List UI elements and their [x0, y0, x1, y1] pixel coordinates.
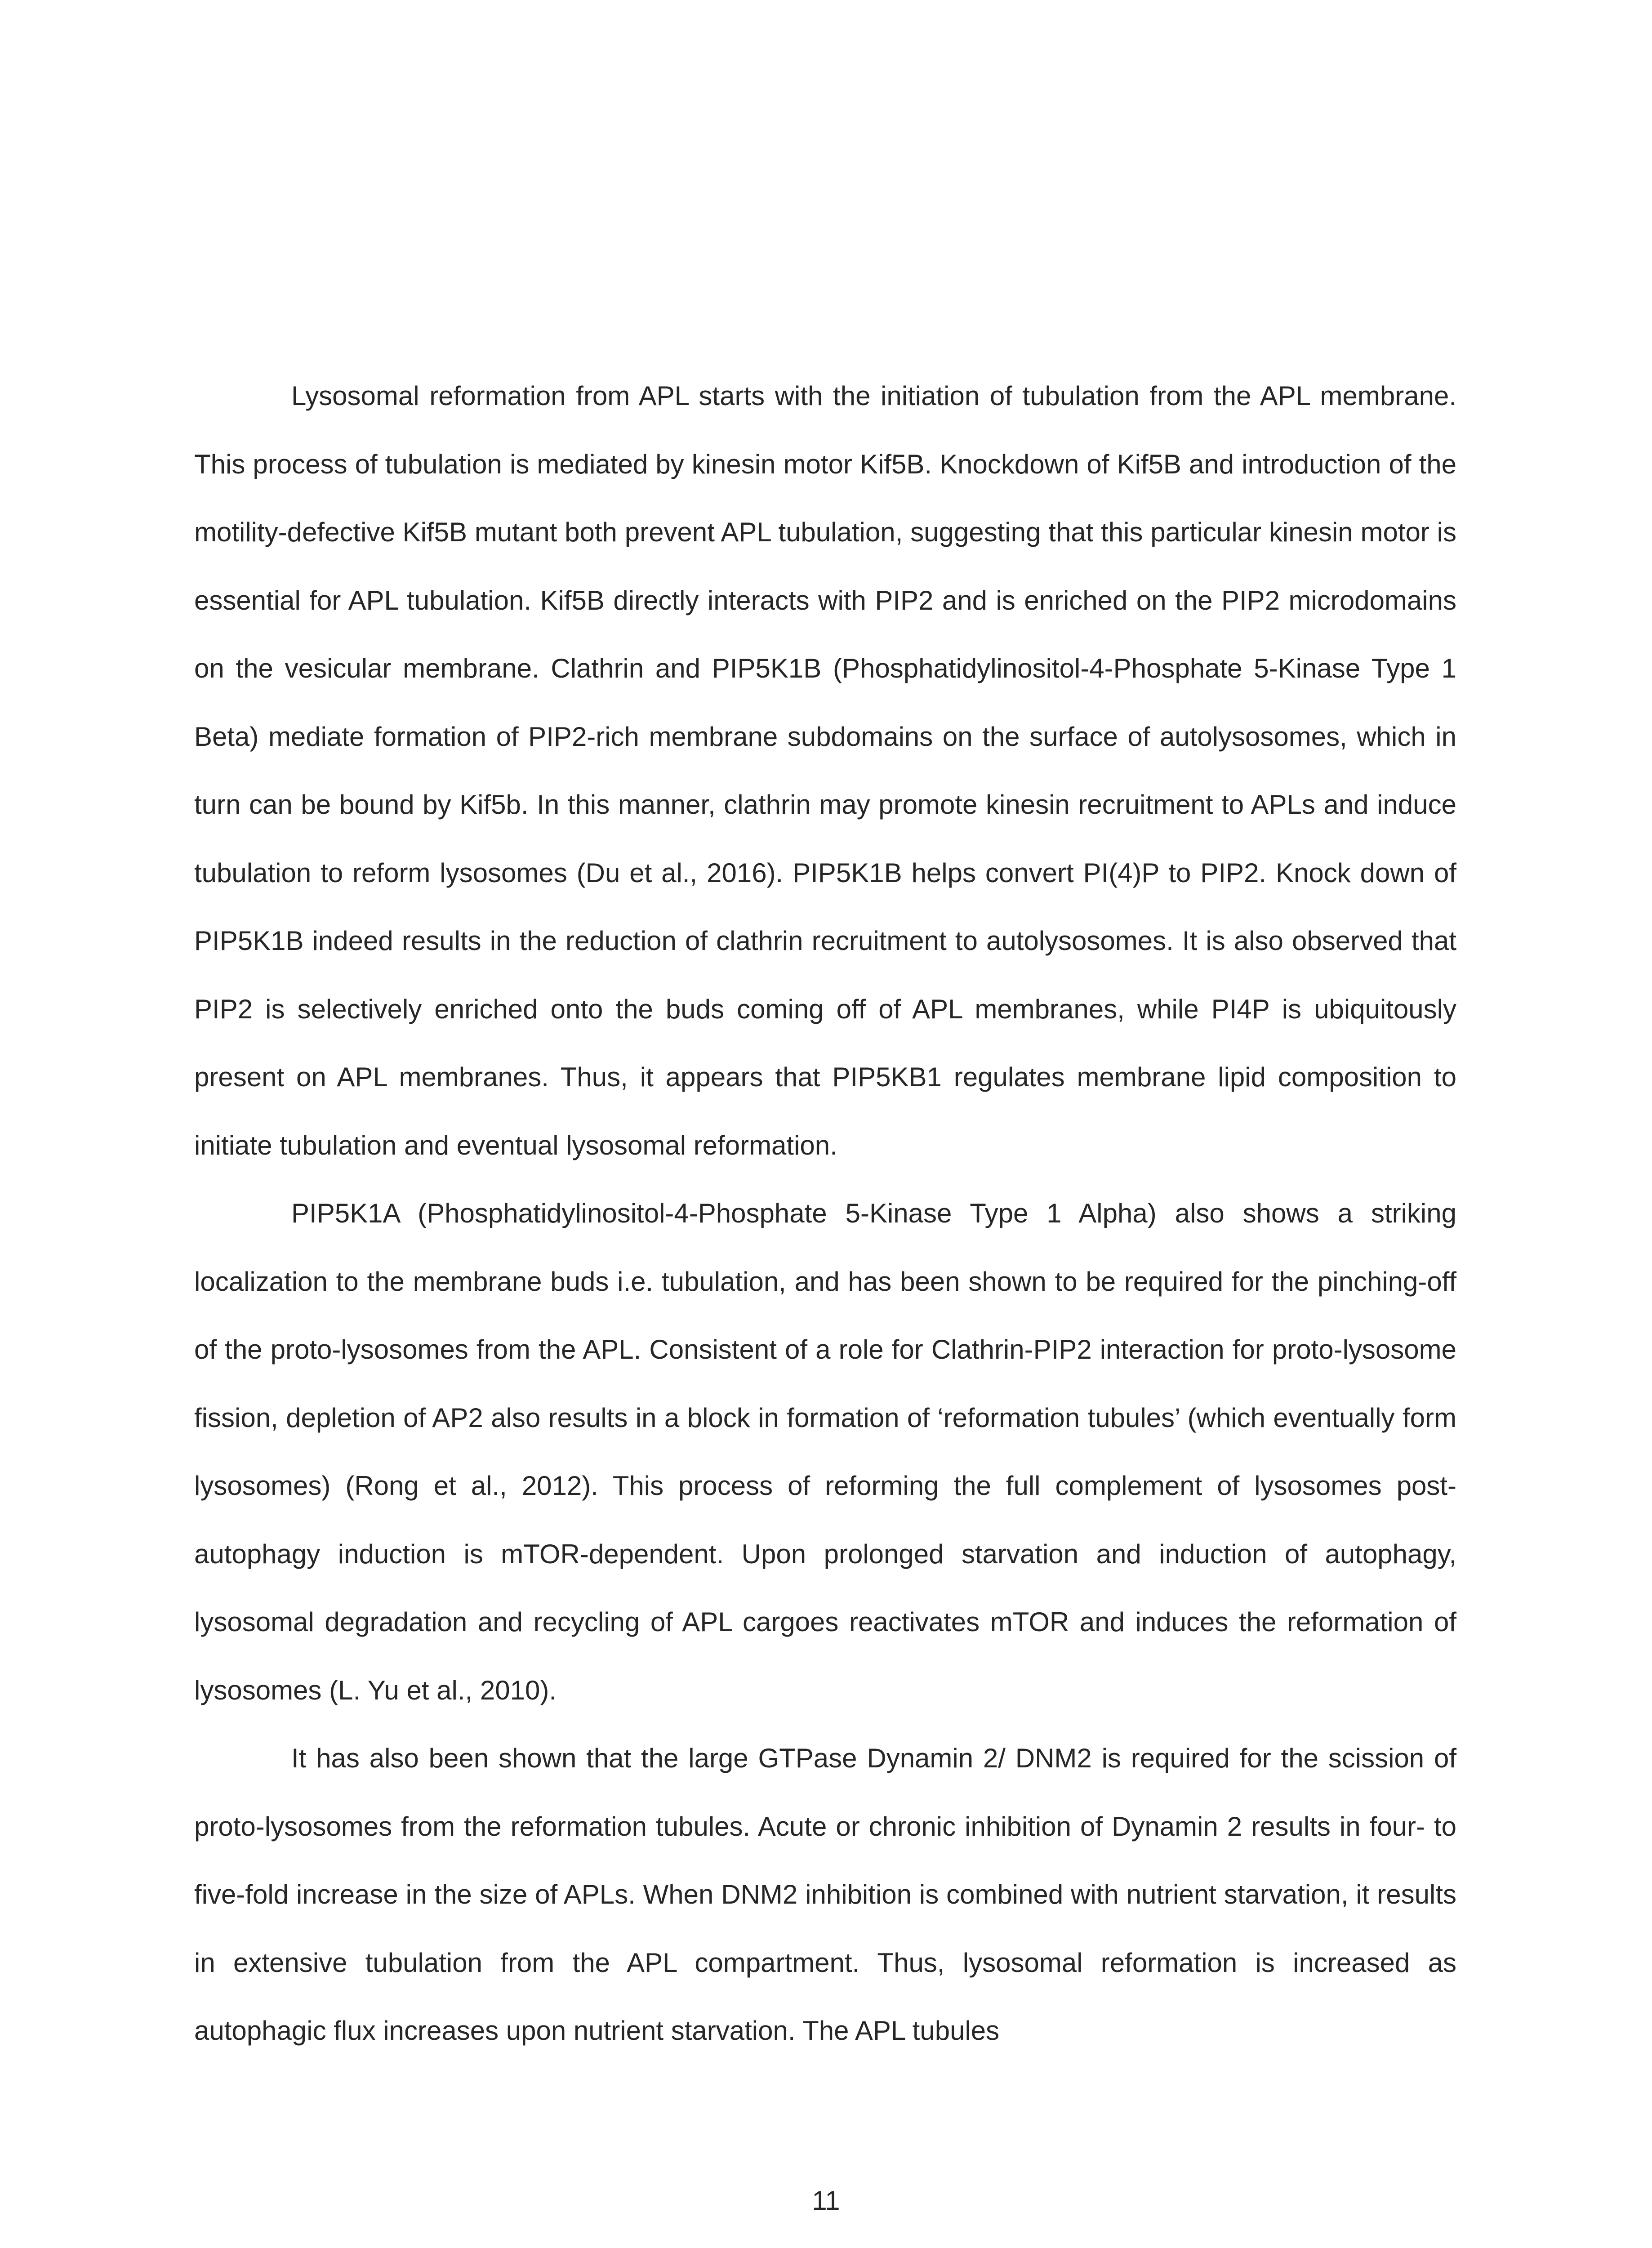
body-text [194, 362, 1456, 2065]
paragraph-pip5k1a: PIP5K1A (Phosphatidylinositol-4-Phosphate 5-Kinase Type 1 Alpha) also shows a striking localization to the membrane buds i.e. tubulation, and has been shown to be required for the pinching-off of the proto-lysosomes from the APL. Consistent of a role for Clathrin-PIP2 interaction for proto-lysosome fission, depletion of AP2 also results in a block in formation of ‘reformation tubules’ (which eventually form lysosomes) (Rong et al., 2012). This process of reforming the full complement of lysosomes post-autophagy induction is mTOR-dependent. Upon prolonged starvation and induction of autophagy, lysosomal degradation and recycling of APL cargoes reactivates mTOR and induces the reformation of lysosomes (L. Yu et al., 2010). [194, 1198, 1456, 1705]
paragraph-lysosomal-reformation: Lysosomal reformation from APL starts with the initiation of tubulation from the APL membrane. This process of tubulation is mediated by kinesin motor Kif5B. Knockdown of Kif5B and introduction of the motility-defective Kif5B mutant both prevent APL tubulation, suggesting that this particular kinesin motor is essential for APL tubulation. Kif5B directly interacts with PIP2 and is enriched on the PIP2 microdomains on the vesicular membrane. Clathrin and PIP5K1B (Phosphatidylinositol-4-Phosphate 5-Kinase Type 1 Beta) mediate formation of PIP2-rich membrane subdomains on the surface of autolysosomes, which in turn can be bound by Kif5b. In this manner, clathrin may promote kinesin recruitment to APLs and induce tubulation to reform lysosomes (Du et al., 2016). PIP5K1B helps convert PI(4)P to PIP2. Knock down of PIP5K1B indeed results in the reduction of clathrin recruitment to autolysosomes. It is also observed that PIP2 is selectively enriched onto the buds coming off of APL membranes, while PI4P is ubiquitously present on APL membranes. Thus, it appears that PIP5KB1 regulates membrane lipid composition to initiate tubulation and eventual lysosomal reformation. [194, 381, 1456, 1160]
paragraph-dynamin: It has also been shown that the large GTPase Dynamin 2/ DNM2 is required for the scission of proto-lysosomes from the reformation tubules. Acute or chronic inhibition of Dynamin 2 results in four- to five-fold increase in the size of APLs. When DNM2 inhibition is combined with nutrient starvation, it results in extensive tubulation from the APL compartment. Thus, lysosomal reformation is increased as autophagic flux increases upon nutrient starvation. The APL tubules [194, 1743, 1456, 2046]
page-number: 11 [812, 2186, 840, 2216]
